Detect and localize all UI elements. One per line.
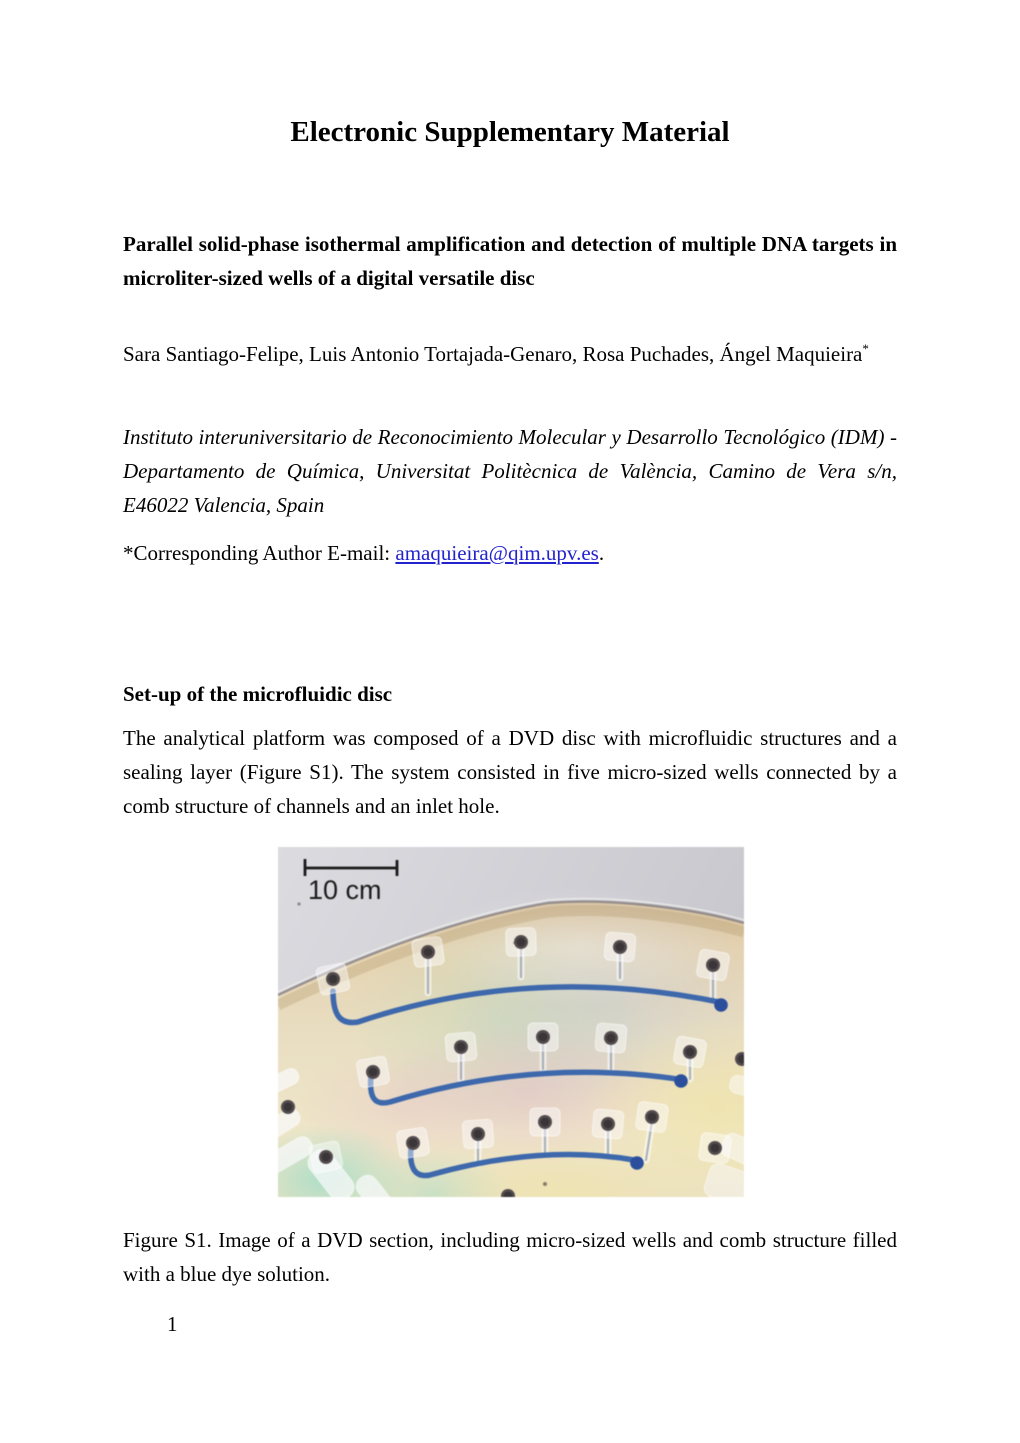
corresponding-line (123, 536, 897, 570)
affiliation: Instituto interuniversitario de Reconocimiento Molecular y Desarrollo Tecnológico (IDM) - Departamento de Química, Universitat Politècnica de València, Camino de Vera s/n, E46022 Valencia, Spain (123, 425, 897, 517)
body-paragraph: The analytical platform was composed of a DVD disc with microfluidic structures and a sealing layer (Figure S1). The system consisted in five micro-sized wells connected by a comb structure of channels and an inlet hole. (123, 726, 897, 818)
micro-well-center (711, 1144, 720, 1153)
dvd-section-photo (278, 847, 744, 1197)
figure-caption: Figure S1. Image of a DVD section, including micro-sized wells and comb structure filled with a blue dye solution. (123, 1228, 897, 1286)
figure-s1-photo (278, 847, 744, 1197)
micro-well-center (539, 1033, 548, 1042)
micro-well-center (457, 1043, 466, 1052)
micro-well-center (604, 1120, 613, 1129)
micro-well-center (322, 1153, 331, 1162)
micro-well-center (369, 1068, 378, 1077)
micro-well-center (616, 943, 625, 952)
micro-well-center (686, 1048, 695, 1057)
page-number: 1 (167, 1312, 178, 1336)
micro-well-center (541, 1118, 550, 1127)
section-heading: Set-up of the microfluidic disc (123, 682, 393, 706)
email-link[interactable]: amaquieira@qim.upv.es (395, 541, 599, 565)
micro-well-center (517, 938, 526, 947)
micro-well-center (607, 1034, 616, 1043)
micro-well-center (709, 961, 718, 970)
corresponding-prefix: *Corresponding Author E-mail: (123, 541, 396, 565)
channel-inlet-blob (714, 998, 728, 1012)
micro-well-center (409, 1139, 418, 1148)
page-title: Electronic Supplementary Material (290, 116, 730, 148)
micro-well-center (424, 948, 433, 957)
authors-line (123, 337, 897, 371)
micro-well-center (474, 1130, 483, 1139)
authors-text: Sara Santiago-Felipe, Luis Antonio Tortajada-Genaro, Rosa Puchades, Ángel Maquieira (123, 342, 863, 366)
scale-bar-label: 10 cm (308, 875, 382, 905)
corresponding-author-mark: * (862, 341, 869, 356)
micro-well-center (648, 1113, 657, 1122)
micro-well-center (284, 1103, 293, 1112)
micro-well-center (329, 975, 338, 984)
paper-title: Parallel solid-phase isothermal amplification and detection of multiple DNA targets in microliter-sized wells of a digital versatile disc (123, 232, 897, 290)
channel-inlet-blob (674, 1074, 688, 1088)
corresponding-suffix: . (598, 541, 605, 565)
channel-inlet-blob (630, 1156, 644, 1170)
